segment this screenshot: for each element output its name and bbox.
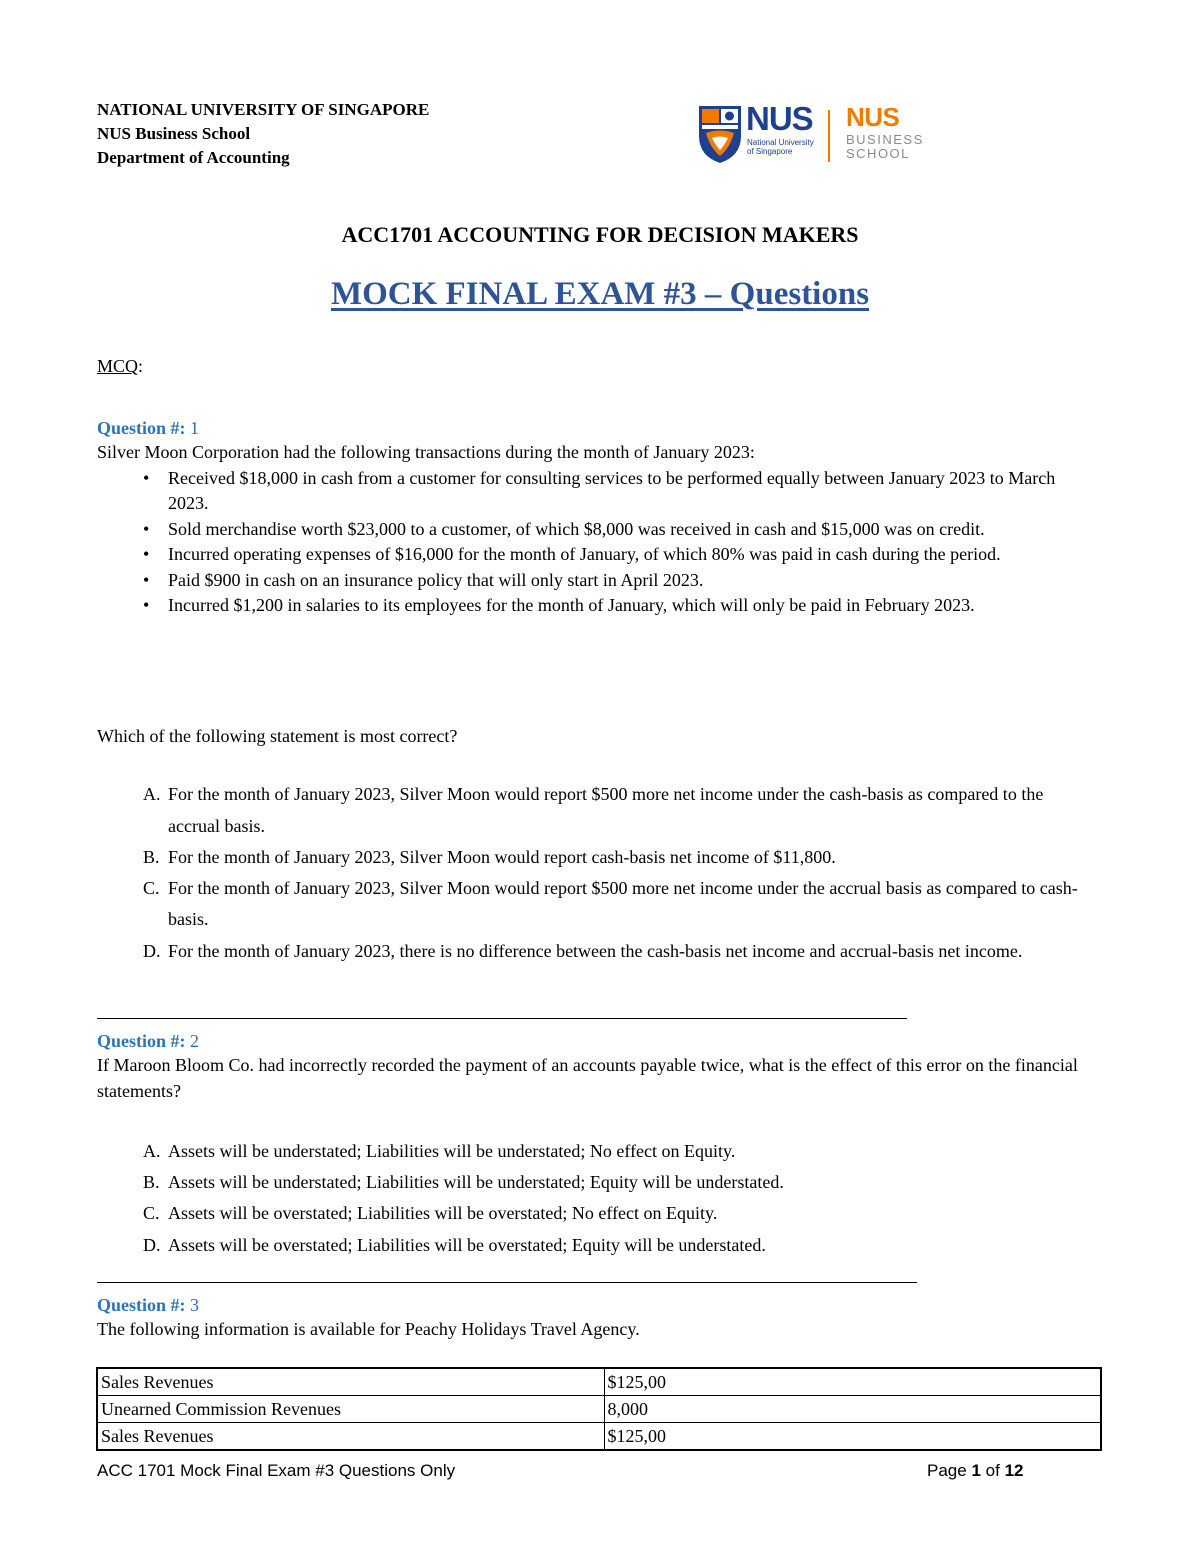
page-current: 1 (971, 1461, 981, 1480)
option-c[interactable] (97, 873, 1087, 935)
option-letter: A. (143, 1141, 161, 1161)
option-c[interactable] (97, 1198, 1087, 1229)
question-1 (97, 418, 1107, 619)
table-cell-value: $125,00 (604, 1423, 1101, 1451)
business-school-line2: SCHOOL (846, 146, 910, 161)
option-d[interactable] (97, 1229, 1087, 1261)
question-number: 1 (190, 418, 200, 438)
option-text: Assets will be understated; Liabilities will be understated; No effect on Equity. (168, 1141, 736, 1161)
option-letter: B. (143, 847, 160, 867)
section-label (97, 356, 143, 377)
section-label-colon: : (138, 356, 144, 376)
option-text: Assets will be overstated; Liabilities will be overstated; Equity will be understated. (168, 1235, 766, 1255)
department-name: Department of Accounting (97, 148, 290, 167)
school-name: NUS Business School (97, 124, 251, 143)
table-row (97, 1423, 1101, 1451)
table-cell-label: Unearned Commission Revenues (97, 1396, 604, 1423)
university-name: NATIONAL UNIVERSITY OF SINGAPORE (97, 100, 430, 119)
option-text: Assets will be understated; Liabilities will be understated; Equity will be understated. (168, 1172, 784, 1192)
question-label: Question #: (97, 418, 186, 438)
page-indicator (927, 1461, 1023, 1481)
question-2-options (97, 1136, 1087, 1261)
list-item: • Incurred $1,200 in salaries to its employees for the month of January, which will only be paid in February 2023. (0, 593, 1100, 619)
question-1-bullets (0, 466, 1100, 619)
table-cell-label: Sales Revenues (97, 1368, 604, 1396)
divider (97, 1282, 917, 1283)
option-letter: C. (143, 1203, 160, 1223)
nus-subtitle-line2: of Singapore (747, 147, 793, 156)
list-item: • Paid $900 in cash on an insurance policy that will only start in April 2023. (0, 568, 1100, 594)
question-1-intro: Silver Moon Corporation had the following transactions during the month of January 2023: (97, 442, 755, 462)
business-school-subtitle (846, 133, 924, 161)
table-cell-label: Sales Revenues (97, 1423, 604, 1451)
question-number: 2 (190, 1031, 200, 1051)
institution-header (97, 98, 429, 170)
option-text: Assets will be overstated; Liabilities will be overstated; No effect on Equity. (168, 1203, 718, 1223)
question-2-heading (97, 1031, 1107, 1052)
option-b[interactable] (97, 1167, 1087, 1198)
question-2 (97, 1031, 1107, 1104)
table-cell-value: $125,00 (604, 1368, 1101, 1396)
question-number: 3 (190, 1295, 200, 1315)
page-total: 12 (1004, 1461, 1024, 1480)
of-word: of (985, 1461, 1000, 1480)
nus-logo (696, 100, 958, 166)
table-cell-value: 8,000 (604, 1396, 1101, 1423)
question-label: Question #: (97, 1031, 186, 1051)
question-3-intro: The following information is available for Peachy Holidays Travel Agency. (97, 1319, 640, 1339)
table-row (97, 1396, 1101, 1423)
option-a[interactable] (97, 778, 1087, 842)
course-title: ACC1701 ACCOUNTING FOR DECISION MAKERS (341, 222, 859, 247)
business-school-line1: BUSINESS (846, 132, 924, 147)
page-word: Page (927, 1461, 967, 1480)
option-b[interactable] (97, 842, 1087, 873)
option-letter: D. (143, 941, 161, 961)
nus-subtitle (747, 138, 814, 156)
nus-subtitle-line1: National University (747, 138, 814, 147)
question-1-options (97, 778, 1087, 967)
option-text: For the month of January 2023, Silver Moon would report $500 more net income under the accrual basis as compared to cash-basis. (168, 878, 1078, 929)
question-2-intro: If Maroon Bloom Co. had incorrectly recorded the payment of an accounts payable twice, what is the effect of this error on the financial statements? (97, 1055, 1078, 1101)
option-letter: A. (143, 784, 161, 804)
question-1-prompt: Which of the following statement is most correct? (97, 726, 458, 746)
exam-title: MOCK FINAL EXAM #3 – Questions (330, 276, 870, 312)
question-3-heading (97, 1295, 1107, 1316)
option-text: For the month of January 2023, Silver Moon would report cash-basis net income of $11,800. (168, 847, 836, 867)
option-text: For the month of January 2023, there is no difference between the cash-basis net income and accrual-basis net income. (168, 941, 1023, 961)
list-item: • Sold merchandise worth $23,000 to a customer, of which $8,000 was received in cash and $15,000 was on credit. (0, 517, 1100, 543)
option-d[interactable] (97, 935, 1087, 967)
info-table (96, 1367, 1102, 1451)
nus-wordmark: NUS (746, 100, 813, 137)
option-letter: B. (143, 1172, 160, 1192)
list-item: • Received $18,000 in cash from a customer for consulting services to be performed equally between January 2023 to March 2023. (0, 466, 1100, 517)
question-1-heading (97, 418, 1107, 439)
question-3 (97, 1295, 1107, 1343)
option-text: For the month of January 2023, Silver Moon would report $500 more net income under the cash-basis as compared to the accrual basis. (168, 784, 1044, 836)
option-letter: D. (143, 1235, 161, 1255)
question-label: Question #: (97, 1295, 186, 1315)
table-row (97, 1368, 1101, 1396)
divider (97, 1018, 907, 1019)
section-label-text: MCQ (97, 356, 139, 376)
footer-title: ACC 1701 Mock Final Exam #3 Questions Only (97, 1461, 456, 1480)
business-school-wordmark: NUS (846, 102, 900, 132)
option-letter: C. (143, 878, 160, 898)
option-a[interactable] (97, 1136, 1087, 1167)
list-item: • Incurred operating expenses of $16,000 for the month of January, of which 80% was paid in cash during the period. (0, 542, 1100, 568)
